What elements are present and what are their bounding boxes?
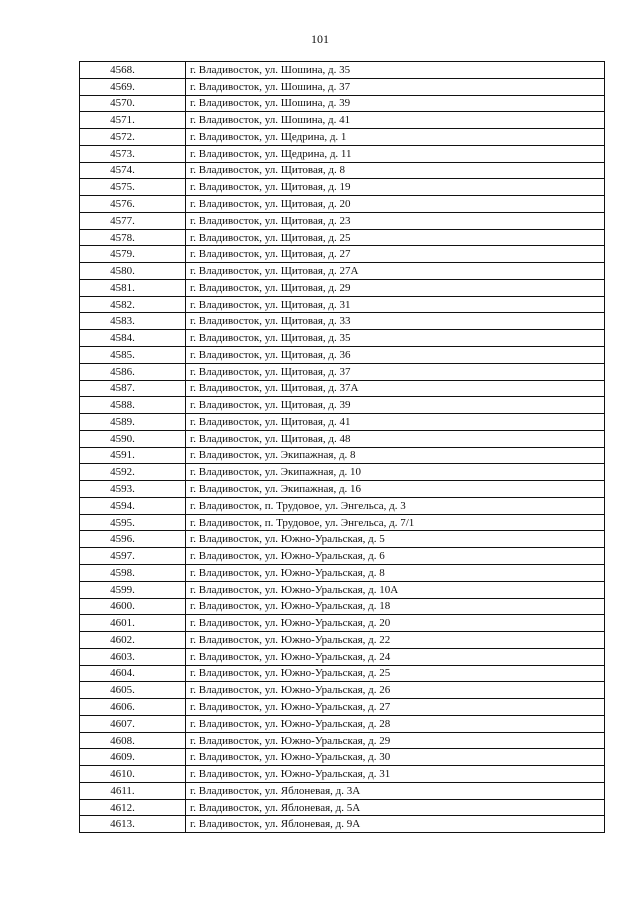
row-number: 4597. [80,548,186,565]
table-row [80,782,605,799]
table-row [80,548,605,565]
row-number: 4590. [80,430,186,447]
row-address: г. Владивосток, ул. Щитовая, д. 25 [186,229,605,246]
row-address: г. Владивосток, ул. Яблоневая, д. 3А [186,782,605,799]
table-row [80,279,605,296]
row-number: 4575. [80,179,186,196]
row-address: г. Владивосток, ул. Южно-Уральская, д. 10А [186,581,605,598]
row-address: г. Владивосток, ул. Щитовая, д. 19 [186,179,605,196]
table-row [80,246,605,263]
row-number: 4576. [80,196,186,213]
table-row [80,380,605,397]
row-address: г. Владивосток, п. Трудовое, ул. Энгельса, д. 7/1 [186,514,605,531]
table-row [80,363,605,380]
table-row [80,799,605,816]
row-number: 4605. [80,682,186,699]
table-row [80,397,605,414]
row-number: 4592. [80,464,186,481]
row-address: г. Владивосток, ул. Щитовая, д. 8 [186,162,605,179]
row-number: 4570. [80,95,186,112]
row-address: г. Владивосток, ул. Щитовая, д. 27 [186,246,605,263]
row-number: 4579. [80,246,186,263]
row-address: г. Владивосток, п. Трудовое, ул. Энгельса, д. 3 [186,497,605,514]
row-address: г. Владивосток, ул. Щедрина, д. 1 [186,129,605,146]
table-row [80,447,605,464]
row-address: г. Владивосток, ул. Экипажная, д. 16 [186,481,605,498]
table-row [80,632,605,649]
row-number: 4591. [80,447,186,464]
row-address: г. Владивосток, ул. Южно-Уральская, д. 24 [186,648,605,665]
row-number: 4585. [80,347,186,364]
row-number: 4604. [80,665,186,682]
address-table [79,61,605,833]
table-row [80,648,605,665]
table-body [80,62,605,833]
table-row [80,581,605,598]
row-number: 4586. [80,363,186,380]
table-row [80,514,605,531]
row-number: 4589. [80,414,186,431]
row-address: г. Владивосток, ул. Щитовая, д. 35 [186,330,605,347]
page-number: 101 [311,32,329,46]
row-number: 4612. [80,799,186,816]
table-row [80,816,605,833]
table-row [80,699,605,716]
table-row [80,682,605,699]
row-number: 4574. [80,162,186,179]
table-row [80,62,605,79]
row-number: 4568. [80,62,186,79]
table-row [80,296,605,313]
row-address: г. Владивосток, ул. Шошина, д. 35 [186,62,605,79]
table-row [80,665,605,682]
table-row [80,598,605,615]
row-address: г. Владивосток, ул. Щитовая, д. 27А [186,263,605,280]
row-number: 4607. [80,715,186,732]
table-row [80,715,605,732]
row-address: г. Владивосток, ул. Шошина, д. 39 [186,95,605,112]
table-row [80,430,605,447]
row-number: 4580. [80,263,186,280]
row-address: г. Владивосток, ул. Щитовая, д. 37 [186,363,605,380]
row-number: 4608. [80,732,186,749]
row-number: 4613. [80,816,186,833]
row-address: г. Владивосток, ул. Южно-Уральская, д. 6 [186,548,605,565]
table-row [80,129,605,146]
row-number: 4584. [80,330,186,347]
table-row [80,229,605,246]
row-address: г. Владивосток, ул. Южно-Уральская, д. 29 [186,732,605,749]
row-address: г. Владивосток, ул. Щитовая, д. 23 [186,212,605,229]
row-number: 4569. [80,78,186,95]
row-number: 4577. [80,212,186,229]
row-address: г. Владивосток, ул. Щедрина, д. 11 [186,145,605,162]
table-row [80,615,605,632]
row-address: г. Владивосток, ул. Экипажная, д. 8 [186,447,605,464]
row-number: 4606. [80,699,186,716]
table-row [80,212,605,229]
row-number: 4600. [80,598,186,615]
table-row [80,414,605,431]
table-row [80,330,605,347]
row-number: 4573. [80,145,186,162]
row-number: 4571. [80,112,186,129]
row-address: г. Владивосток, ул. Южно-Уральская, д. 26 [186,682,605,699]
row-address: г. Владивосток, ул. Щитовая, д. 48 [186,430,605,447]
row-address: г. Владивосток, ул. Южно-Уральская, д. 30 [186,749,605,766]
row-address: г. Владивосток, ул. Щитовая, д. 37А [186,380,605,397]
row-number: 4578. [80,229,186,246]
row-number: 4611. [80,782,186,799]
table-row [80,145,605,162]
table-row [80,347,605,364]
row-address: г. Владивосток, ул. Щитовая, д. 31 [186,296,605,313]
row-number: 4603. [80,648,186,665]
row-number: 4599. [80,581,186,598]
table-row [80,263,605,280]
row-number: 4610. [80,766,186,783]
row-address: г. Владивосток, ул. Южно-Уральская, д. 28 [186,715,605,732]
table-row [80,179,605,196]
table-row [80,564,605,581]
table-row [80,162,605,179]
table-row [80,766,605,783]
row-address: г. Владивосток, ул. Южно-Уральская, д. 20 [186,615,605,632]
table-row [80,749,605,766]
row-number: 4572. [80,129,186,146]
row-number: 4596. [80,531,186,548]
table-row [80,313,605,330]
row-address: г. Владивосток, ул. Яблоневая, д. 5А [186,799,605,816]
row-address: г. Владивосток, ул. Южно-Уральская, д. 18 [186,598,605,615]
row-address: г. Владивосток, ул. Экипажная, д. 10 [186,464,605,481]
row-address: г. Владивосток, ул. Южно-Уральская, д. 22 [186,632,605,649]
row-number: 4587. [80,380,186,397]
row-address: г. Владивосток, ул. Щитовая, д. 20 [186,196,605,213]
row-number: 4594. [80,497,186,514]
row-address: г. Владивосток, ул. Щитовая, д. 36 [186,347,605,364]
row-number: 4582. [80,296,186,313]
row-number: 4595. [80,514,186,531]
row-number: 4609. [80,749,186,766]
row-number: 4593. [80,481,186,498]
row-address: г. Владивосток, ул. Шошина, д. 41 [186,112,605,129]
row-address: г. Владивосток, ул. Щитовая, д. 33 [186,313,605,330]
row-number: 4588. [80,397,186,414]
row-address: г. Владивосток, ул. Щитовая, д. 41 [186,414,605,431]
table-row [80,531,605,548]
row-number: 4602. [80,632,186,649]
table-row [80,481,605,498]
row-number: 4581. [80,279,186,296]
row-address: г. Владивосток, ул. Щитовая, д. 29 [186,279,605,296]
row-address: г. Владивосток, ул. Шошина, д. 37 [186,78,605,95]
row-number: 4598. [80,564,186,581]
table-row [80,95,605,112]
row-address: г. Владивосток, ул. Яблоневая, д. 9А [186,816,605,833]
row-address: г. Владивосток, ул. Южно-Уральская, д. 8 [186,564,605,581]
row-address: г. Владивосток, ул. Южно-Уральская, д. 5 [186,531,605,548]
table-row [80,78,605,95]
row-address: г. Владивосток, ул. Южно-Уральская, д. 31 [186,766,605,783]
row-address: г. Владивосток, ул. Южно-Уральская, д. 27 [186,699,605,716]
row-address: г. Владивосток, ул. Щитовая, д. 39 [186,397,605,414]
table-row [80,196,605,213]
row-address: г. Владивосток, ул. Южно-Уральская, д. 25 [186,665,605,682]
row-number: 4583. [80,313,186,330]
table-row [80,497,605,514]
table-row [80,464,605,481]
table-row [80,112,605,129]
row-number: 4601. [80,615,186,632]
table-row [80,732,605,749]
